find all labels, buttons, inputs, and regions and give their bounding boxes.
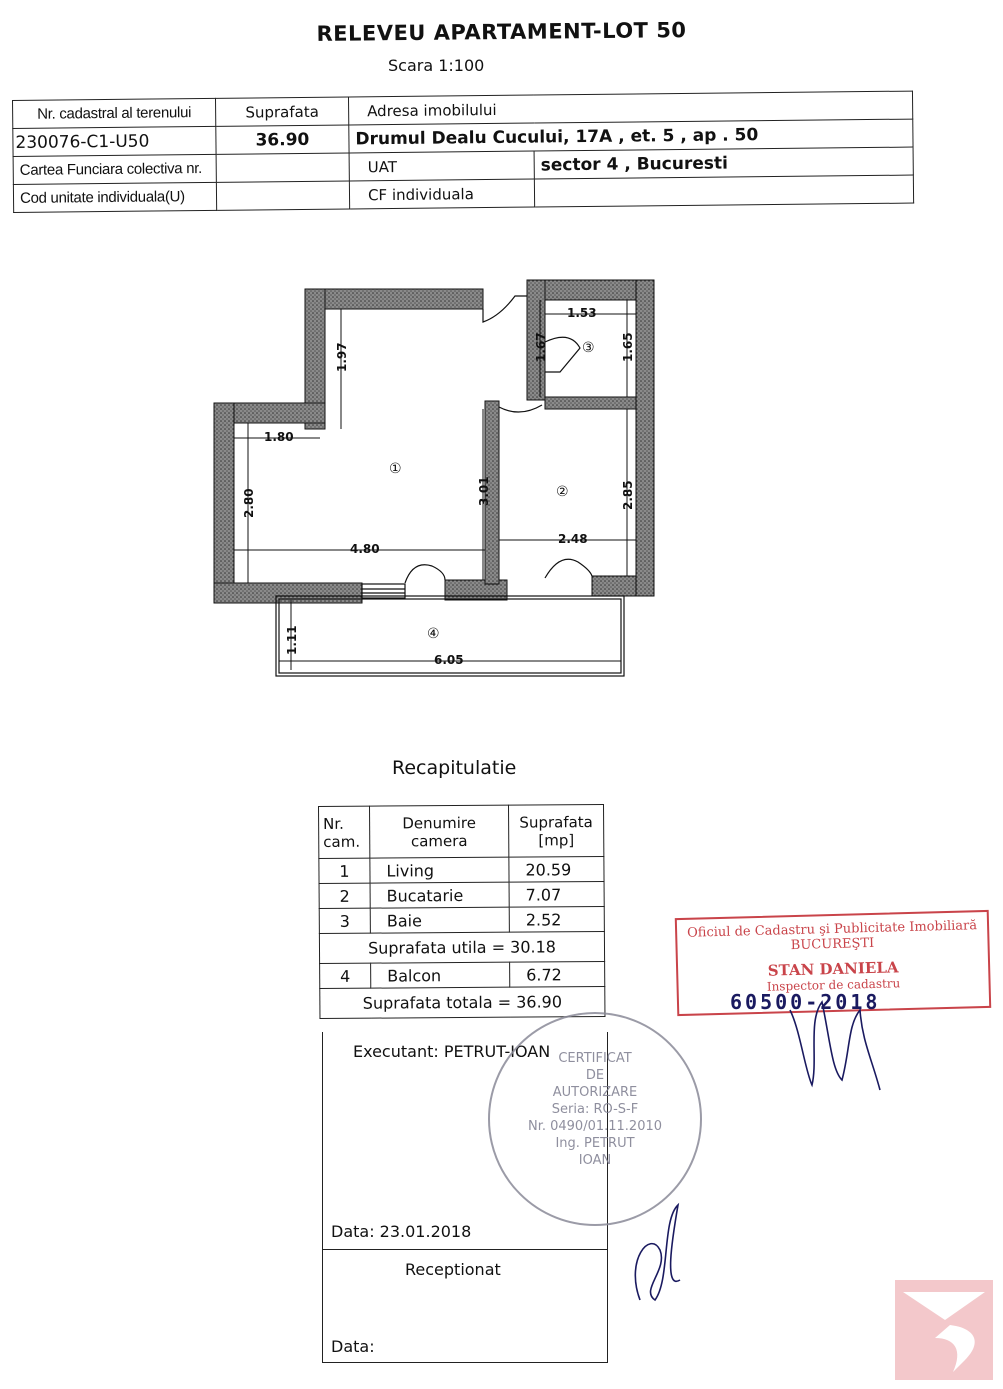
unit-code-label: Cod unitate individuala(U)	[13, 182, 216, 212]
registration-number: 60500-2018	[730, 990, 881, 1014]
cf-individual-label: CF individuala	[349, 179, 534, 209]
row-name: Bucatarie	[370, 882, 509, 908]
dim-bath-width: 1.53	[567, 306, 597, 320]
recap-title: Recapitulatie	[392, 757, 517, 779]
signature-executant	[635, 1205, 680, 1300]
total-area: Suprafata totala = 36.90	[320, 987, 605, 1019]
dim-living-right: 3.01	[477, 476, 491, 506]
cf-collective-label: Cartea Funciara colectiva nr.	[13, 154, 216, 184]
dim-balcony-width: 6.05	[434, 653, 464, 667]
row-area: 6.72	[510, 962, 605, 988]
dim-living-top: 1.80	[264, 430, 294, 444]
dim-balcony-height: 1.11	[285, 625, 299, 655]
dim-living-height: 1.97	[335, 342, 349, 372]
useful-area: Suprafata utila = 30.18	[319, 932, 604, 964]
area-value: 36.90	[216, 125, 349, 154]
dim-kitchen-bottom: 2.48	[558, 532, 588, 546]
dim-kitchen-right: 2.85	[621, 480, 635, 510]
row-name: Baie	[370, 907, 509, 933]
uat-value: sector 4 , Bucuresti	[534, 147, 913, 179]
uat-label: UAT	[349, 151, 534, 181]
row-area: 7.07	[509, 882, 604, 908]
room-2-label: ②	[556, 484, 569, 500]
row-nr: 1	[319, 858, 370, 883]
dim-living-left: 2.80	[242, 488, 256, 518]
authorization-stamp: CERTIFICAT DE AUTORIZARE Seria: RO-S-F Nr. 0490/01.11.2010 Ing. PETRUT IOAN	[488, 1012, 702, 1226]
address-value: Drumul Dealu Cucului, 17A , et. 5 , ap . 50	[349, 119, 913, 153]
dim-living-bottom: 4.80	[350, 542, 380, 556]
row-nr: 3	[319, 908, 370, 933]
executant: Executant: PETRUT-IOAN	[353, 1042, 551, 1061]
address-header: Adresa imobilului	[348, 91, 912, 125]
scale-label: Scara 1:100	[388, 56, 485, 75]
cadastral-number: 230076-C1-U50	[13, 126, 216, 156]
cadastral-header: Nr. cadastral al terenului	[13, 98, 216, 128]
dim-bath-right: 1.65	[621, 332, 635, 362]
row-name: Living	[370, 857, 509, 883]
dim-bath-left: 1.67	[534, 332, 548, 362]
signature-inspector	[790, 1002, 880, 1090]
document-title: RELEVEU APARTAMENT-LOT 50	[316, 18, 687, 46]
room-1-label: ①	[389, 461, 402, 477]
watermark-logo-icon	[895, 1280, 993, 1380]
row-area: 2.52	[509, 907, 604, 933]
recap-header-name: Denumire camera	[370, 805, 509, 858]
date-executant: Data: 23.01.2018	[331, 1222, 472, 1241]
recap-header-nr: Nr. cam.	[319, 806, 370, 858]
date-received: Data:	[331, 1337, 375, 1356]
cadastre-office-stamp: Oficiul de Cadastru şi Publicitate Imobiliară BUCUREŞTI STAN DANIELA Inspector de cadastru	[675, 910, 991, 1016]
row-nr: 2	[319, 883, 370, 908]
room-3-label: ③	[582, 340, 595, 356]
row-area: 20.59	[509, 857, 604, 883]
recap-header-area: Suprafata [mp]	[508, 805, 603, 858]
room-4-label: ④	[427, 626, 440, 642]
area-header: Suprafata	[215, 97, 348, 126]
row-nr: 4	[320, 963, 371, 988]
row-name: Balcon	[371, 962, 510, 988]
received-label: Receptionat	[405, 1260, 501, 1279]
